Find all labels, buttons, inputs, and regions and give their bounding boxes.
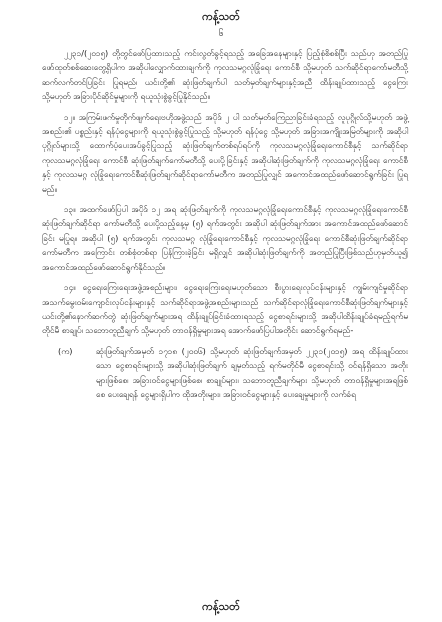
paragraph: ၁၂။ အကြမ်းဖက်မှုတိုက်ဖျက်ရေးဗဟိုအဖွဲ့သည် အပိုဒ် ၂ ပါ သတ်မှတ်ကြေညာခြင်းခံရသည့် လူပုဂ္ဂိုလ်သို့မဟုတ် အဖွဲ့အစည်း၏ ပစ္စည်းနှင့် ရန်ပုံငွေများကို ရယူသုံးစွဲခွင့်ပြုသည့် သို့မဟုတ် ရန်ပုံငွေ သို့မဟုတ် အခြားအကျိုးအမြတ်များကို အဆိုပါ ပုဂ္ဂိုလ်များသို့ ထောက်ပံ့ပေးအပ်ခွင့်ပြုသည့် ဆုံးဖြတ်ချက်တစ်ရပ်ရပ်ကို ကုလသမဂ္ဂလုံခြုံရေးကောင်စီနှင့် သက်ဆိုင်ရာ ကုလသမဂ္ဂလုံခြုံရေး ကောင်စီ ဆုံးဖြတ်ချက်ကော်မတီသို့ ပေးပို့ခြင်းနှင့် အဆိုပါဆုံးဖြတ်ချက်ကို ကုလသမဂ္ဂလုံခြုံရေး ကောင်စီနှင့် ကုလသမဂ္ဂ လုံခြုံရေးကောင်စီဆုံးဖြတ်ချက်ဆိုင်ရာကော်မတီက အတည်ပြုလျှင် အကောင်အထည်ဖော်ဆောင်ရွက်ခြင်း ပြုရမည်။: [42, 111, 408, 194]
page-number: ၆: [218, 29, 224, 39]
sub-item: [42, 344, 408, 402]
document-body: [42, 46, 408, 407]
paragraph: ၁၃။ အထက်ဖော်ပြပါ အပိုဒ် ၁၂ အရ ဆုံးဖြတ်ချက်ကို ကုလသမဂ္ဂလုံခြုံရေးကောင်စီနှင့် ကုလသမဂ္ဂလုံခြုံရေးကောင်စီဆုံးဖြတ်ချက်ဆိုင်ရာ ကော်မတီသို့ ပေးပို့သည့်နေ့မှ (၅) ရက်အတွင်း အဆိုပါ ဆုံးဖြတ်ချက်အား အကောင်အထည်ဖော်ဆောင်ခြင်း မပြုရ။ အဆိုပါ (၅) ရက်အတွင်း ကုလသမဂ္ဂ လုံခြုံရေးကောင်စီနှင့် ကုလသမဂ္ဂလုံခြုံရေး ကောင်စီဆုံးဖြတ်ချက်ဆိုင်ရာကော်မတီက အကြောင်း တစ်စုံတစ်ရာ ပြန်ကြားခဲ့ခြင်း မရှိလျှင် အဆိုပါဆုံးဖြတ်ချက်ကို အတည်ပြုပြီးဖြစ်သည်ဟုမှတ်ယူ၍ အကောင်အထည်ဖော်ဆောင်ရွက်နိုင်သည်။: [42, 204, 408, 272]
sub-item-marker: (က): [58, 345, 73, 356]
classification-footer: ကန့်သတ်: [202, 600, 240, 613]
paragraph: ၂၂၃၁/(၂၀၁၅) တို့တွင်ဖော်ပြထားသည့် ကင်းလွတ်ခွင့်ရသည့် အခြေအနေများနှင့် ပြည့်စုံစိစစ်ပြီး သည်ဟု အတည်ပြုဖော်ထုတ်စစ်ဆေးတွေ့ရှိပါက အဆိုပါလျှောက်ထားချက်ကို ကုလသမဂ္ဂလုံခြုံရေး ကောင်စီ သို့မဟုတ် သက်ဆိုင်ရာကော်မတီသို့ ဆက်လက်တင်ပြခြင်း ပြုရမည်၊ ယင်းတို့၏ ဆုံးဖြတ်ချက်ပါ သတ်မှတ်ချက်များနှင့်အညီ ထိန်းချုပ်ထားသည့် ငွေကြေး သို့မဟုတ် အခြားပိုင်ဆိုင်မှုများကို ရယူသုံးစွဲခွင့်ပြုနိုင်သည်။: [42, 48, 408, 102]
sub-item-text: ဆုံးဖြတ်ချက်အမှတ် ၁၇၁၈ (၂၀၀၆) သို့မဟုတ် ဆုံးဖြတ်ချက်အမှတ် ၂၂၃၁(၂၀၁၅) အရ ထိန်းချုပ်ထားသော ငွေစာရင်းများသို့ အဆိုပါဆုံးဖြတ်ချက် ချမှတ်သည့် ရက်မတိုင်မီ ငွေစာရင်းသို့ ဝင်ရန်ရှိသော အတိုးများဖြစ်စေ၊ အခြားဝင်ငွေများဖြစ်စေ၊ စာချုပ်များ၊ သဘောတူညီချက်များ သို့မဟုတ် တာဝန်ရှိမှုများအရဖြစ်စေ ပေးချေရန် ငွေများရှိပါက ထိုအတိုးများ၊ အခြားဝင်ငွေများနှင့် ပေးချေမှုများကို လက်ခံရ: [96, 345, 408, 399]
classification-header: ကန့်သတ်: [202, 10, 240, 23]
paragraph: ၁၄။ ငွေရေးကြေးရေးအဖွဲ့အစည်းများ၊ ငွေရေးကြေးရေးမဟုတ်သော စီးပွားရေးလုပ်ငန်းများနှင့် ကျွမ်းကျင်မှုဆိုင်ရာအသက်မွေးဝမ်းကျောင်းလုပ်ငန်းများနှင့် သက်ဆိုင်ရာအဖွဲ့အစည်းများသည် သက်ဆိုင်ရာလုံခြုံရေးကောင်စီဆုံးဖြတ်ချက်များနှင့် ယင်းတို့၏နောက်ဆက်တွဲ ဆုံးဖြတ်ချက်များအရ ထိန်းချုပ်ခြင်းခံထားရသည့် ငွေစာရင်းများသို့ အဆိုပါထိန်းချုပ်ခံရမည့်ရက်မတိုင်မီ စာချုပ်၊ သဘောတူညီချက် သို့မဟုတ် တာဝန်ရှိမှုများအရ အောက်ဖော်ပြပါအတိုင်း ဆောင်ရွက်ရမည်-: [42, 282, 408, 336]
